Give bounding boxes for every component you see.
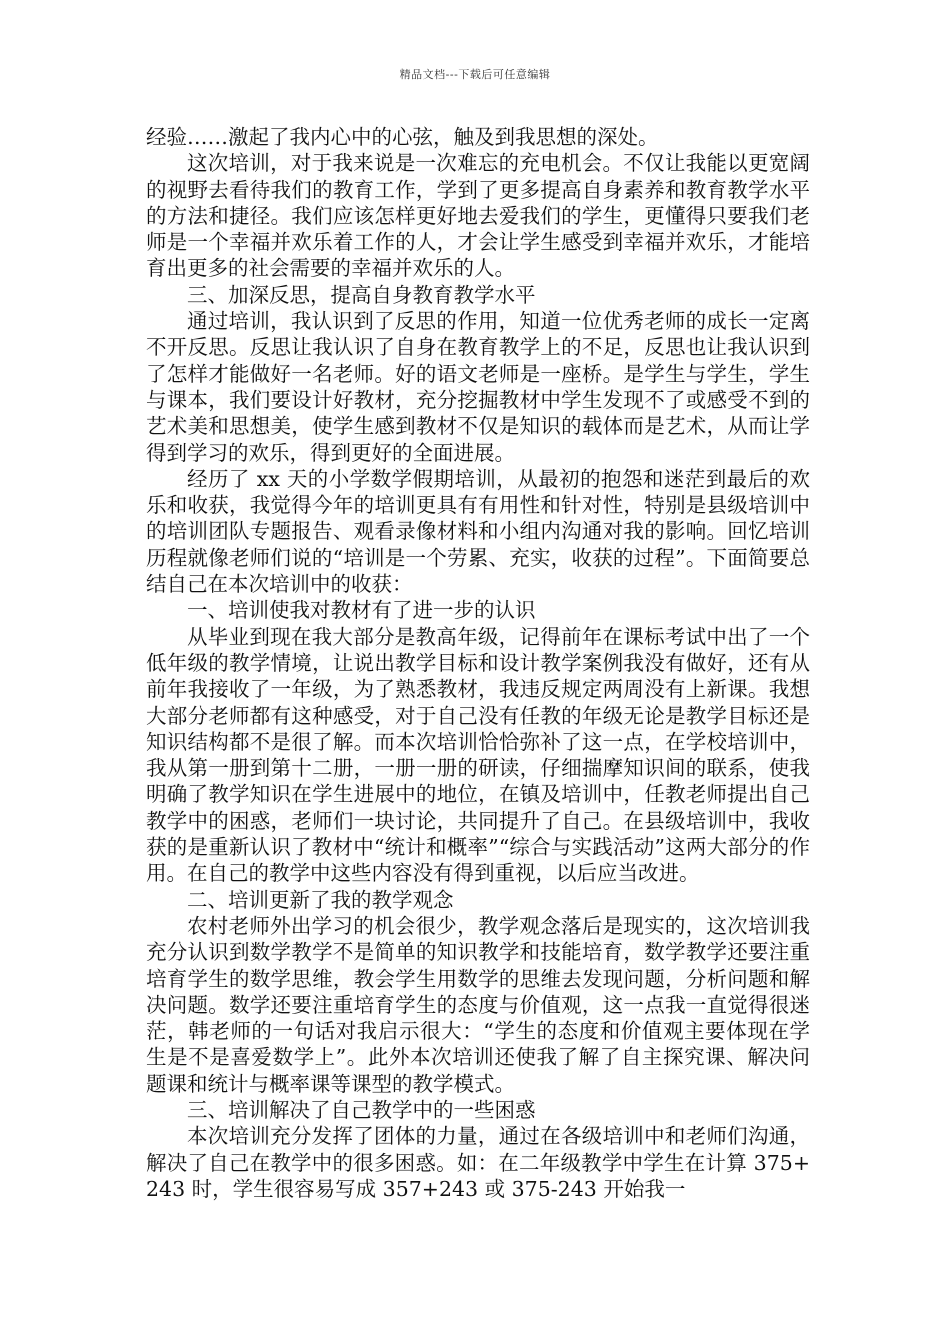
paragraph: 农村老师外出学习的机会很少，教学观念落后是现实的，这次培训我充分认识到数学教学不是简单的知识教学和技能培育，数学教学还要注重培育学生的数学思维，教会学生用数学的思维去发现问题，分析问题和解决问题。数学还要注重培育学生的态度与价值观，这一点我一直觉得很迷茫，韩老师的一句话对我启示很大：“学生的态度和价值观主要体现在学生是不是喜爱数学上”。此外本次培训还使我了解了自主探究课、解决问题课和统计与概率课等课型的教学模式。	[146, 913, 810, 1096]
paragraph: 经验……激起了我内心中的心弦，触及到我思想的深处。	[146, 125, 659, 149]
document-body	[146, 124, 810, 1202]
section-heading: 二、培训更新了我的教学观念	[187, 887, 454, 912]
section-heading: 一、培训使我对教材有了进一步的认识	[187, 598, 536, 623]
paragraph: 从毕业到现在我大部分是教高年级，记得前年在课标考试中出了一个低年级的教学情境，让说出教学目标和设计教学案例我没有做好，还有从前年我接收了一年级，为了熟悉教材，我违反规定两周没有上新课。我想大部分老师都有这种感受，对于自己没有任教的年级无论是教学目标还是知识结构都不是很了解。而本次培训恰恰弥补了这一点，在学校培训中，我从第一册到第十二册，一册一册的研读，仔细揣摩知识间的联系，使我明确了教学知识在学生进展中的地位，在镇及培训中，任教老师提出自己教学中的困惑，老师们一块讨论，共同提升了自己。在县级培训中，我收获的是重新认识了教材中“统计和概率”“综合与实践活动”这两大部分的作用。在自己的教学中这些内容没有得到重视，以后应当改进。	[146, 624, 810, 886]
paragraph: 这次培训，对于我来说是一次难忘的充电机会。不仅让我能以更宽阔的视野去看待我们的教育工作，学到了更多提高自身素养和教育教学水平的方法和捷径。我们应该怎样更好地去爱我们的学生，更懂得只要我们老师是一个幸福并欢乐着工作的人，才会让学生感受到幸福并欢乐，才能培育出更多的社会需要的幸福并欢乐的人。	[146, 151, 810, 281]
paragraph: 通过培训，我认识到了反思的作用，知道一位优秀老师的成长一定离不开反思。反思让我认识了自身在教育教学上的不足，反思也让我认识到了怎样才能做好一名老师。好的语文老师是一座桥。是学生与学生，学生与课本，我们要设计好教材，充分挖掘教材中学生发现不了或感受不到的艺术美和思想美，使学生感到教材不仅是知识的载体而是艺术，从而让学得到学习的欢乐，得到更好的全面进展。	[146, 309, 810, 465]
paragraph: 经历了 xx 天的小学数学假期培训，从最初的抱怨和迷茫到最后的欢乐和收获，我觉得今年的培训更具有有用性和针对性，特别是县级培训中的培训团队专题报告、观看录像材料和小组内沟通对我的影响。回忆培训历程就像老师们说的“培训是一个劳累、充实，收获的过程”。下面简要总结自己在本次培训中的收获：	[146, 466, 810, 597]
paragraph: 本次培训充分发挥了团体的力量，通过在各级培训中和老师们沟通，解决了自己在教学中的很多困惑。如：在二年级教学中学生在计算 375+243 时，学生很容易写成 357+243 或 375-243 开始我一	[146, 1124, 810, 1201]
page-header: 精品文档---下载后可任意编辑	[399, 68, 551, 81]
section-heading: 三、培训解决了自己教学中的一些困惑	[187, 1097, 536, 1122]
section-heading: 三、加深反思，提高自身教育教学水平	[187, 282, 536, 307]
